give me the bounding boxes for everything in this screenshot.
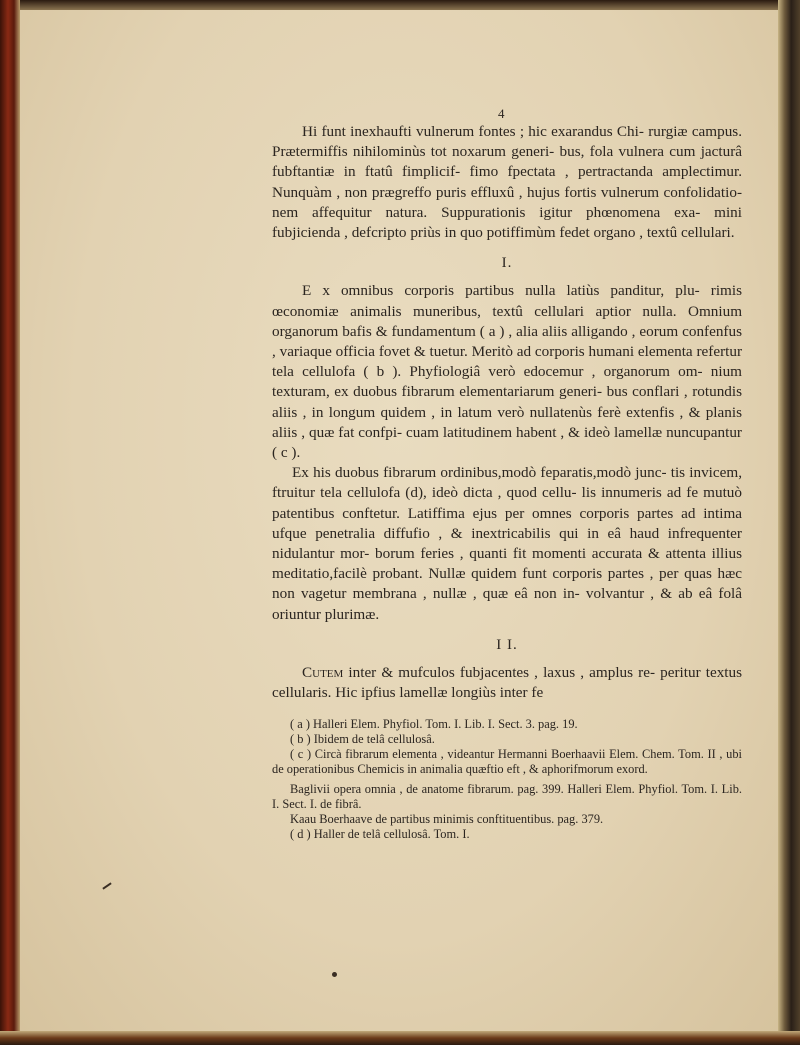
book-bottom-edge xyxy=(0,1031,800,1045)
section-heading-2: I I. xyxy=(496,636,518,653)
footnote-d: ( d ) Haller de telâ cellulosâ. Tom. I. xyxy=(290,827,470,842)
book-top-edge xyxy=(0,0,800,10)
footnote-a: ( a ) Halleri Elem. Phyfiol. Tom. I. Lib. I. Sect. 3. pag. 19. xyxy=(290,717,578,732)
book-spine-left xyxy=(0,0,20,1045)
book-page-edges-right xyxy=(778,0,800,1045)
book-page xyxy=(20,10,778,1031)
footnote-kaau: Kaau Boerhaave de partibus minimis conftituentibus. pag. 379. xyxy=(290,812,604,827)
section1-paragraph-2: Ex his duobus fibrarum ordinibus,modò feparatis,modò junc- tis invicem, ftruitur tela cellulofa (d), ideò dicta , quod cellu- lis innumeris ad fe mutuò patentibus conftetur. Latiffima ejus per omnes corporis partes ad intima ufque penetralia diffufio , & inextricabilis qui in eâ haud infrequenter nidulantur mor- borum feries , quanti fit momenti accurata & attenta illius meditatio,facilè probant. Nullæ quidem funt corporis partes , per quas hæc non vagetur membrana , nullæ , quæ eâ non in- volvantur , & ab eâ folâ oriuntur plurimæ. xyxy=(272,464,743,623)
section1-paragraph-1: E x omnibus corporis partibus nulla latiùs panditur, plu- rimis œconomiæ animalis muneribus, textû cellulari aptior nulla. Omnium organorum bafis & fundamentum ( a ) , alia aliis alligando , eorum confenfus , variaque officia fovet & tuetur. Meritò ad corporis humani elementa refertur tela cellulofa ( b ). Phyfiologiâ verò edocemur , organorum om- nium texturam, ex duobus fibrarum elementariarum generi- bus conflari , rotundis aliis , in longum quidem , in latum verò nullatenùs ferè extenfis , & planis aliis , quæ fat confpi- cuam latitudinem habent , & ideò lamellæ nuncupantur ( c ). xyxy=(272,282,743,462)
footnote-b: ( b ) Ibidem de telâ cellulosâ. xyxy=(290,732,435,747)
footnote-baglivi: Baglivii opera omnia , de anatome fibrarum. pag. 399. Halleri Elem. Phyfiol. Tom. I. Lib. I. Sect. I. de fibrâ. xyxy=(272,782,742,812)
footnote-c: ( c ) Circà fibrarum elementa , videantur Hermanni Boerhaavii Elem. Chem. Tom. II , ubi de operationibus Chemicis in animalia quæftio eft , & aphorifmorum exord. xyxy=(272,747,742,777)
page-number: 4 xyxy=(498,106,505,121)
ink-spot xyxy=(332,972,337,977)
main-text xyxy=(272,118,742,842)
section-heading-1: I. xyxy=(501,255,513,272)
intro-paragraph: Hi funt inexhaufti vulnerum fontes ; hic exarandus Chi- rurgiæ campus. Prætermiffis nihilominùs tot noxarum generi- bus, fola vulnera cum jacturâ fubftantiæ in ftatû fimplicif- fimo fpectata , pertractanda amplectimur. Nunquàm , non prægreffo puris effluxû , hujus fortis vulnerum confolidatio- nem affequitur natura. Suppurationis igitur phœnomena exa- mini fubjicienda , defcripto priùs in quo potiffimùm fedet organo , textû cellulari. xyxy=(272,123,743,242)
section2-paragraph: Cutem inter & mufculos fubjacentes , laxus , amplus re- peritur textus cellularis. Hic ipfius lamellæ longiùs inter fe xyxy=(272,664,743,702)
footnotes xyxy=(272,717,742,842)
ink-mark xyxy=(102,882,111,889)
